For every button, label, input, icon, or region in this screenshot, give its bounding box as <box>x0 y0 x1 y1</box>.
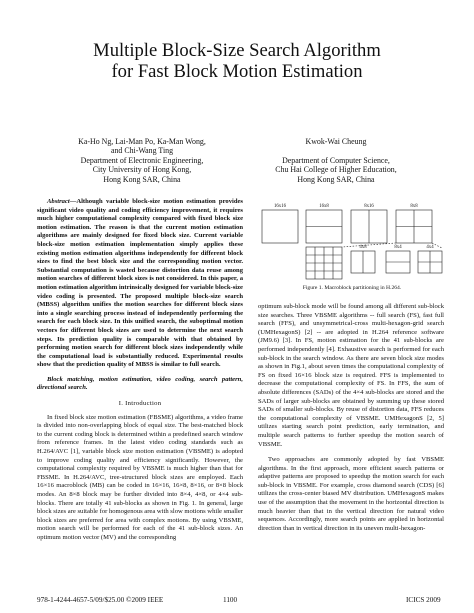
author-names: Ka-Ho Ng, Lai-Man Po, Ka-Man Wong, <box>78 137 206 146</box>
author-block-left <box>52 137 232 184</box>
partition-8x16 <box>351 210 387 243</box>
title-line-2: for Fast Block Motion Estimation <box>111 61 363 82</box>
right-column <box>258 303 444 533</box>
author-dept: Department of Computer Science, <box>282 155 390 165</box>
partition-4x8 <box>351 251 375 273</box>
partition-8x4 <box>386 251 410 273</box>
figure-caption: Figure 1. Macroblock partitioning in H.264. <box>302 285 402 291</box>
partition-diagram <box>258 197 446 281</box>
abstract-lead: Abstract <box>47 198 70 205</box>
author-city: Hong Kong SAR, China <box>103 174 181 184</box>
author-names-cont: and Chi-Wang Ting <box>110 146 174 156</box>
author-university: City University of Hong Kong, <box>92 165 192 175</box>
section-heading: I. Introduction <box>118 400 162 408</box>
partition-mixed-grid <box>306 247 342 279</box>
author-college: Chu Hai College of Higher Education, <box>275 165 397 175</box>
label-16x8: 16x8 <box>319 204 329 209</box>
footer-copyright: 978-1-4244-4657-5/09/$25.00 ©2009 IEEE <box>37 596 164 604</box>
intro-paragraph: In fixed block size motion estimation (FBSME) algorithms, a video frame is divided into non-overlapping block of equal size. The best-matched block to the current coding block is determined within a predefined search window from reference frames. In the latest video coding standards such as H.264/AVC [1], variable block size motion estimation (VBSME) is adopted to improve coding quality and efficiency significantly. However, the computational complexity required by VBSME is much higher than that for FBSME. In H.264/AVC, tree-structured block sizes are employed. Each 16×16 macroblock (MB) can be coded in 16×16, 16×8, 8×16, or 8×8 block modes. An 8×8 block may be further divided into 8×4, 4×8, or 4×4 sub-blocks. There are totally 41 sub-blocks as shown in Fig. 1. In general, large block sizes are suitable for homogenous area with slow motions while smaller block sizes are preferred for area with complex motions. By using VBSME, motion search will be performed for each of the 41 sub-block sizes. An optimum motion vector (MV) and the corresponding <box>37 413 244 541</box>
label-8x16: 8x16 <box>364 204 374 209</box>
keywords: Block matching, motion estimation, video coding, search pattern, directional search. <box>37 375 243 392</box>
left-column <box>37 198 243 543</box>
partition-4x4 <box>418 251 442 273</box>
label-16x16: 16x16 <box>274 204 286 209</box>
partition-8x8 <box>396 210 432 243</box>
footer-page-number: 1100 <box>223 596 238 604</box>
paper-title <box>0 40 474 82</box>
author-dept: Department of Electronic Engineering, <box>80 155 204 165</box>
title-line-1: Multiple Block-Size Search Algorithm <box>93 40 381 61</box>
partition-16x16 <box>262 210 298 243</box>
label-4x8: 4x8 <box>359 245 367 250</box>
abstract <box>37 198 243 370</box>
author-city: Hong Kong SAR, China <box>297 174 375 184</box>
partition-16x8 <box>306 210 342 243</box>
figure-macroblock-partitioning <box>258 197 446 281</box>
label-4x4: 4x4 <box>426 245 434 250</box>
right-paragraph-1: optimum sub-block mode will be found among all different sub-block size searches. Three VBSME algorithms -- full search (FS), fast full search (FFS), and unsymmetrical-cross multi-hexagon-grid search (UMHexagonS) [2] -- are adopted in H.264 reference software (JM9.6) [3]. In FS, motion estimation for the 41 sub-blocks are performed independently [4]. Exhaustive search is performed for each sub-block in the search window. As there are seven block size modes as shown in Fig.1, about seven times the computational complexity of FS on fixed 16×16 block size is required. FFS is implemented to decrease the computational complexity of FS. In FFS, the sum of absolute differences (SADs) of the 4×4 sub-blocks are stored and the SADs of larger sub-blocks are obtained by summing up these stored SADs of smaller sub-blocks. By reuse of distortion data, FFS reduces the computational complexity of VBSME. UMHexagonS [2, 5] utilizes starting search point prediction, early termination, and multiple search patterns to further speedup the motion search of VBSME. <box>258 303 444 448</box>
footer-conference: ICICS 2009 <box>406 596 441 604</box>
label-8x8: 8x8 <box>410 204 418 209</box>
label-8x4: 8x4 <box>394 245 402 250</box>
right-paragraph-2: Two approaches are commonly adopted by fast VBSME algorithms. In the first approach, more efficient search patterns or adaptive patterns are proposed to speedup the motion search for each sub-block in VBSME. For example, cross diamond search (CDS) [6] utilizes the cross-center biased MV distribution. UMHexagonS makes use of the assumption that the movement in the horizontal direction is much heavier than that in the vertical direction for natural video sequences. Accordingly, more search points are applied in horizontal direction than in vertical direction in its uneven multi-hexagon- <box>258 456 444 532</box>
abstract-text: —Although variable block-size motion estimation provides significant video quality and coding efficiency improvement, it requires much higher computational complexity compared with fixed block size motion estimation. The reason is that the current motion estimation algorithms are mainly designed for fixed block size. Current variable block-size motion estimation implementation simply applies these existing motion estimation algorithms independently for different block sizes to find the best block size and the corresponding motion vector. Substantial computation is wasted because distortion data reuse among motion searches of different block sizes is not considered. In this paper, a motion estimation algorithm intrinsically designed for variable block-size video coding is presented. The proposed multiple block-size search (MBSS) algorithm unifies the motion searches for different block sizes into a single searching process instead of independently performing the search for each block size. In this unified search, the suboptimal motion vectors for different block sizes are used to determine the next search steps. Its prediction quality is comparable with that obtained by performing motion search for different block sizes independently while the computational load is substantially reduced. Experimental results show that the prediction quality of MBSS is similar to full search. <box>37 198 243 369</box>
author-name: Kwok-Wai Cheung <box>305 137 367 146</box>
author-block-right <box>238 137 434 184</box>
